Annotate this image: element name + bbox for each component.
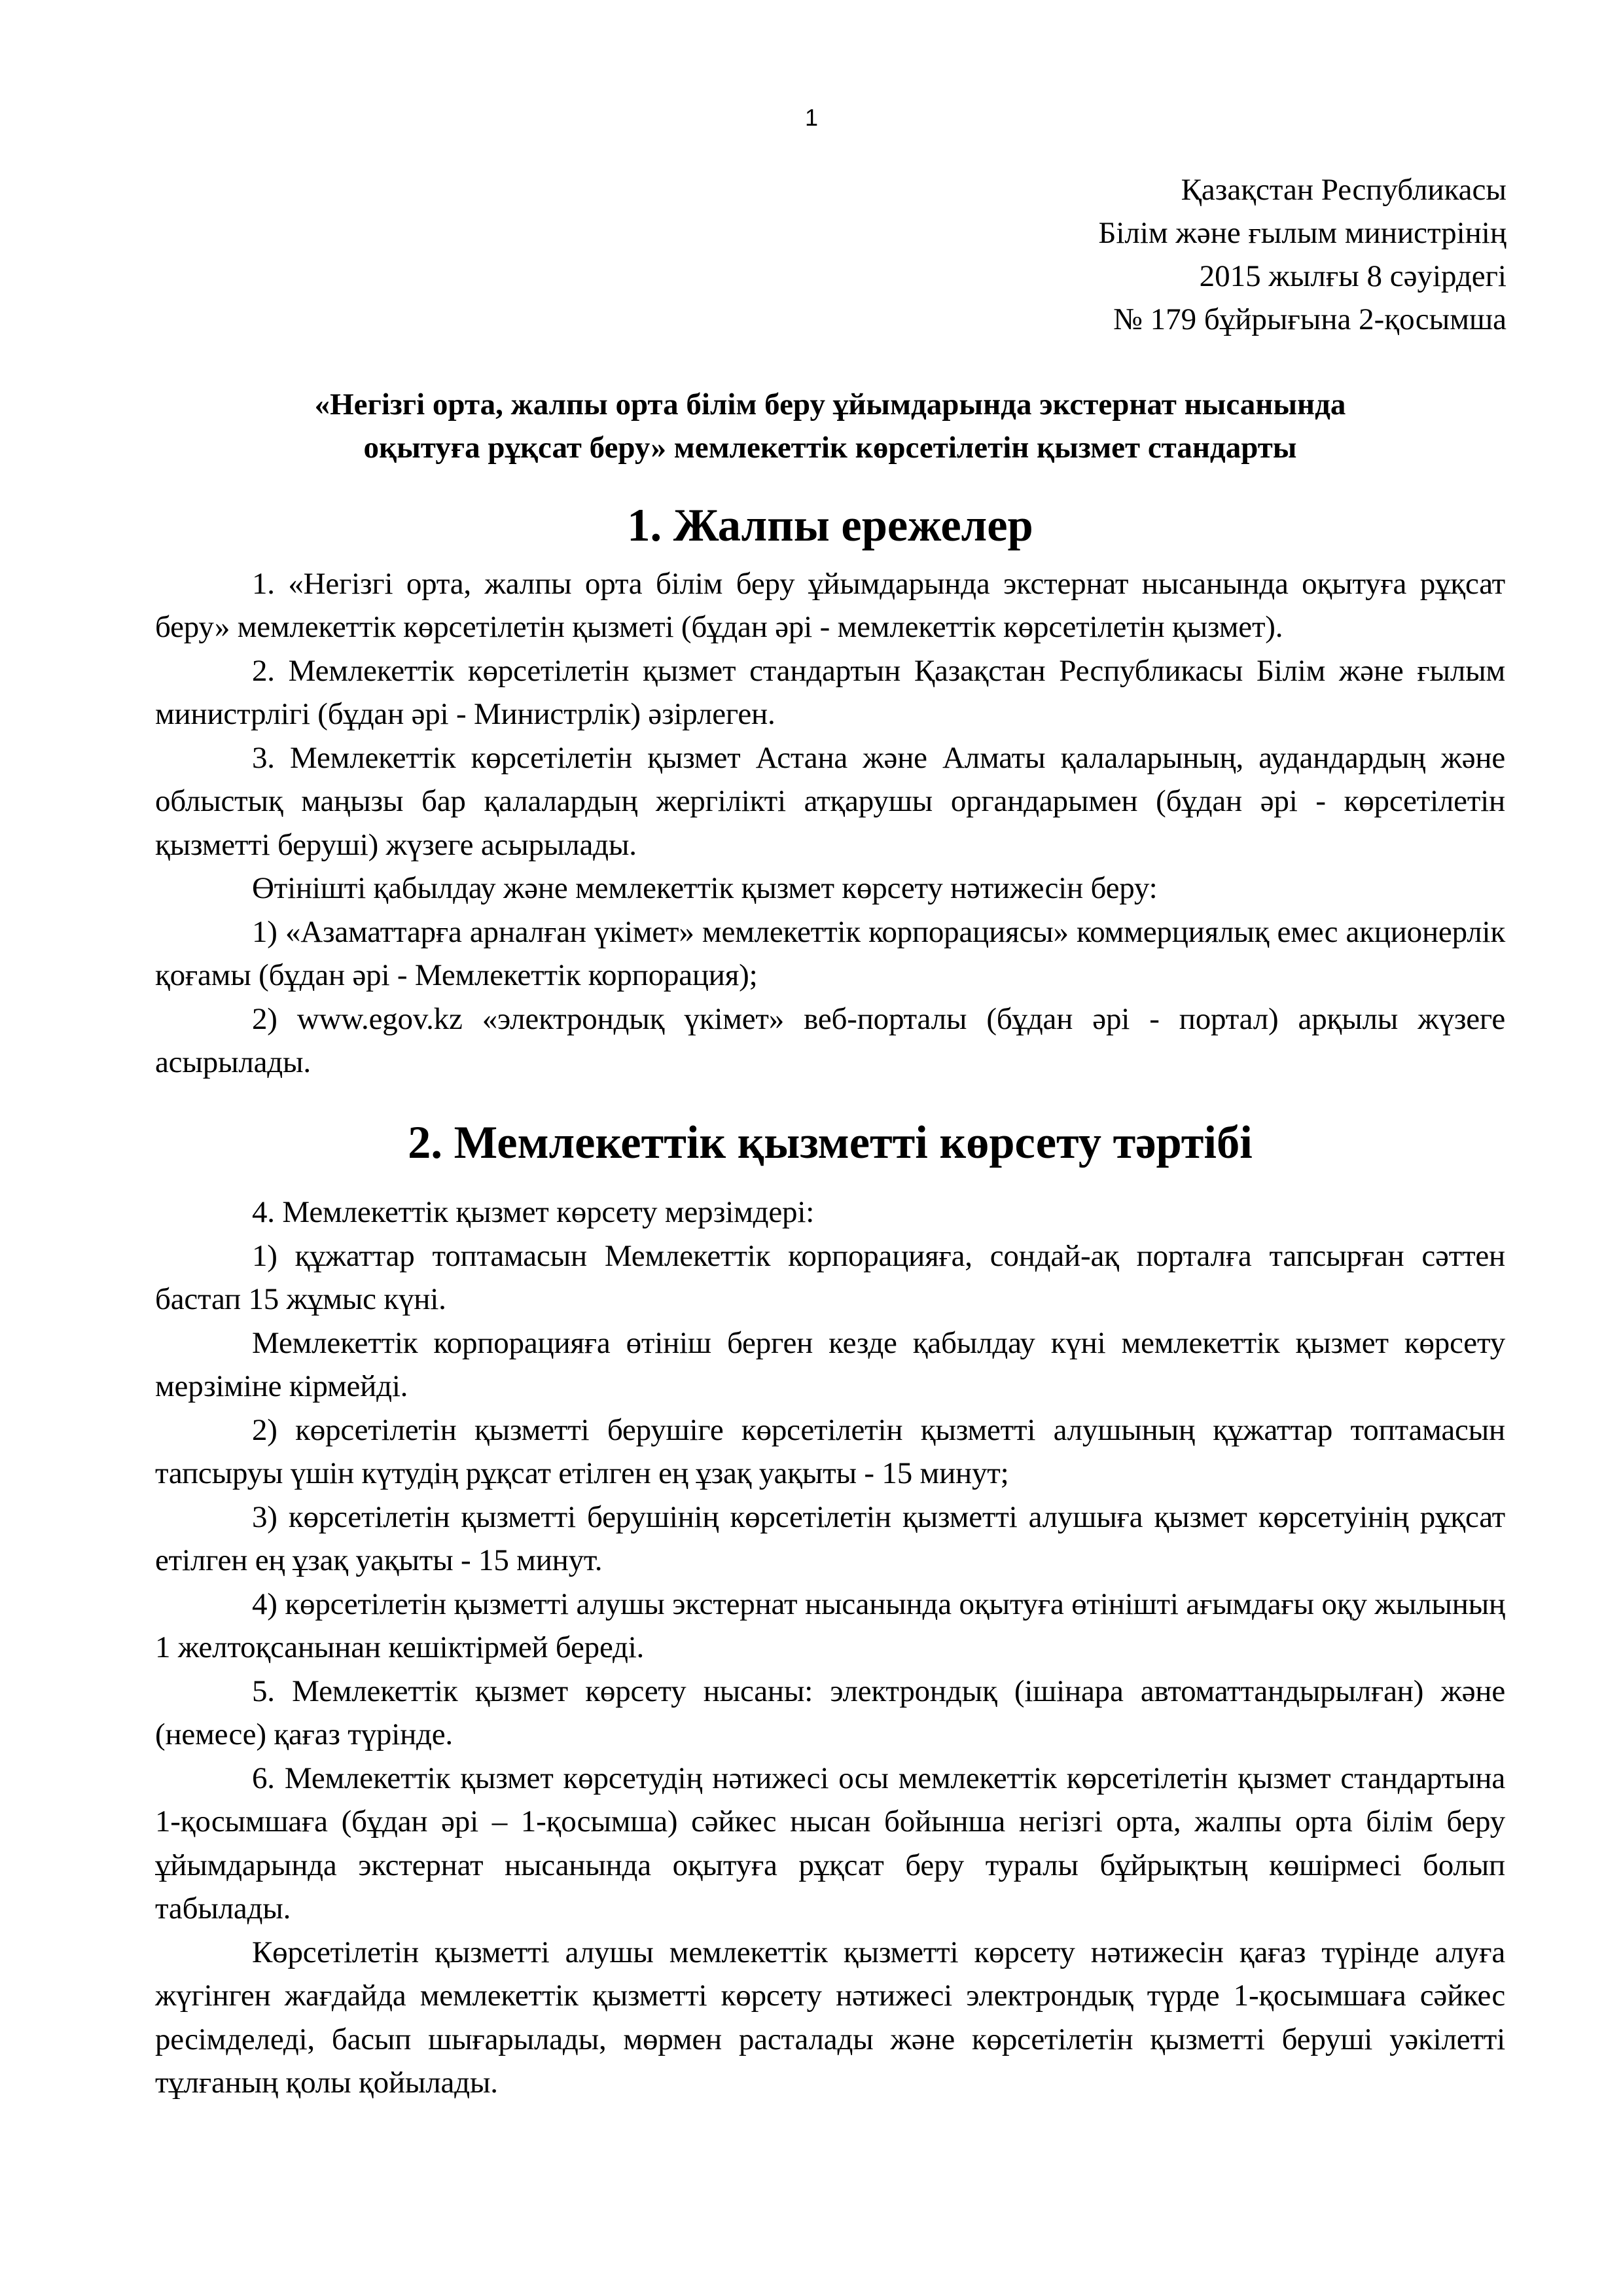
paragraph: 4) көрсетілетін қызметті алушы экстернат нысанында оқытуға өтінішті ағымдағы оқу жылының 1 желтоқсанынан кешіктірмей береді. <box>155 1587 1505 1664</box>
paragraph: 2) көрсетілетін қызметті берушіге көрсетілетін қызметті алушының құжаттар топтамасын тапсыруы үшін күтудің рұқсат етілген ең ұзақ уақыты - 15 минут; <box>155 1412 1505 1490</box>
section-service-procedure <box>155 1117 1505 2105</box>
paragraph: Мемлекеттік корпорацияға өтініш берген кезде қабылдау күні мемлекеттік қызмет көрсету мерзіміне кірмейді. <box>155 1325 1505 1403</box>
paragraph: 1) «Азаматтарға арналған үкімет» мемлекеттік корпорациясы» коммерциялық емес акционерлік қоғамы (бұдан әрі - Мемлекеттік корпорация); <box>155 914 1505 992</box>
appendix-line: 2015 жылғы 8 сәуірдегі <box>1199 259 1507 293</box>
paragraph: 4. Мемлекеттік қызмет көрсету мерзімдері: <box>252 1195 815 1229</box>
page-number: 1 <box>804 104 819 131</box>
paragraph: 1. «Негізгі орта, жалпы орта білім беру ұйымдарында экстернат нысанында оқытуға рұқсат беру» мемлекеттік көрсетілетін қызметі (бұдан әрі - мемлекеттік көрсетілетін қызмет). <box>155 566 1505 644</box>
appendix-reference <box>1098 168 1507 341</box>
paragraph: Көрсетілетін қызметті алушы мемлекеттік қызметті көрсету нәтижесін қағаз түрінде алуға жүгінген жағдайда мемлекеттік қызметті көрсету нәтижесі электрондық түрде 1-қосымшаға сәйкес ресімделеді, басып шығарылады, мөрмен расталады және көрсетілетін қызметті беруші уәкілетті тұлғаның қолы қойылады. <box>155 1935 1505 2100</box>
section-heading: 2. Мемлекеттік қызметті көрсету тәртібі <box>408 1117 1253 1168</box>
paragraph: 3. Мемлекеттік көрсетілетін қызмет Астана және Алматы қалаларының, аудандардың және облыстық маңызы бар қалалардың жергілікті атқарушы органдарымен (бұдан әрі - көрсетілетін қызметті беруші) жүзеге асырылады. <box>155 740 1505 862</box>
paragraph: 3) көрсетілетін қызметті берушінің көрсетілетін қызметті алушыға қызмет көрсетуінің рұқсат етілген ең ұзақ уақыты - 15 минут. <box>155 1499 1505 1577</box>
appendix-line: Қазақстан Республикасы <box>1181 173 1507 207</box>
paragraph: Өтінішті қабылдау және мемлекеттік қызмет көрсету нәтижесін беру: <box>252 871 1158 905</box>
section-general-provisions <box>155 500 1505 1085</box>
paragraph: 2. Мемлекеттік көрсетілетін қызмет стандартын Қазақстан Республикасы Білім және ғылым министрлігі (бұдан әрі - Министрлік) әзірлеген. <box>155 653 1505 731</box>
paragraph: 6. Мемлекеттік қызмет көрсетудің нәтижесі осы мемлекеттік көрсетілетін қызмет стандартына 1-қосымшаға (бұдан әрі – 1-қосымша) сәйкес нысан бойынша негізгі орта, жалпы орта білім беру ұйымдарында экстернат нысанында оқытуға рұқсат беру туралы бұйрықтың көшірмесі болып табылады. <box>155 1761 1505 1926</box>
appendix-line: № 179 бұйрығына 2-қосымша <box>1113 302 1507 336</box>
section-heading: 1. Жалпы ережелер <box>627 500 1033 551</box>
appendix-line: Білім және ғылым министрінің <box>1098 216 1507 250</box>
paragraph: 1) құжаттар топтамасын Мемлекеттік корпорацияға, сондай-ақ порталға тапсырған сәттен бастап 15 жұмыс күні. <box>155 1238 1505 1316</box>
document-title-line: оқытуға рұқсат беру» мемлекеттік көрсетілетін қызмет стандарты <box>363 431 1297 465</box>
document-title <box>155 383 1505 469</box>
document-title-line: «Негізгі орта, жалпы орта білім беру ұйымдарында экстернат нысанында <box>314 387 1346 422</box>
paragraph: 2) www.egov.kz «электрондық үкімет» веб-порталы (бұдан әрі - портал) арқылы жүзеге асырылады. <box>155 1001 1505 1079</box>
document-body <box>155 500 1505 2105</box>
paragraph: 5. Мемлекеттік қызмет көрсету нысаны: электрондық (ішінара автоматтандырылған) және (немесе) қағаз түрінде. <box>155 1674 1505 1751</box>
